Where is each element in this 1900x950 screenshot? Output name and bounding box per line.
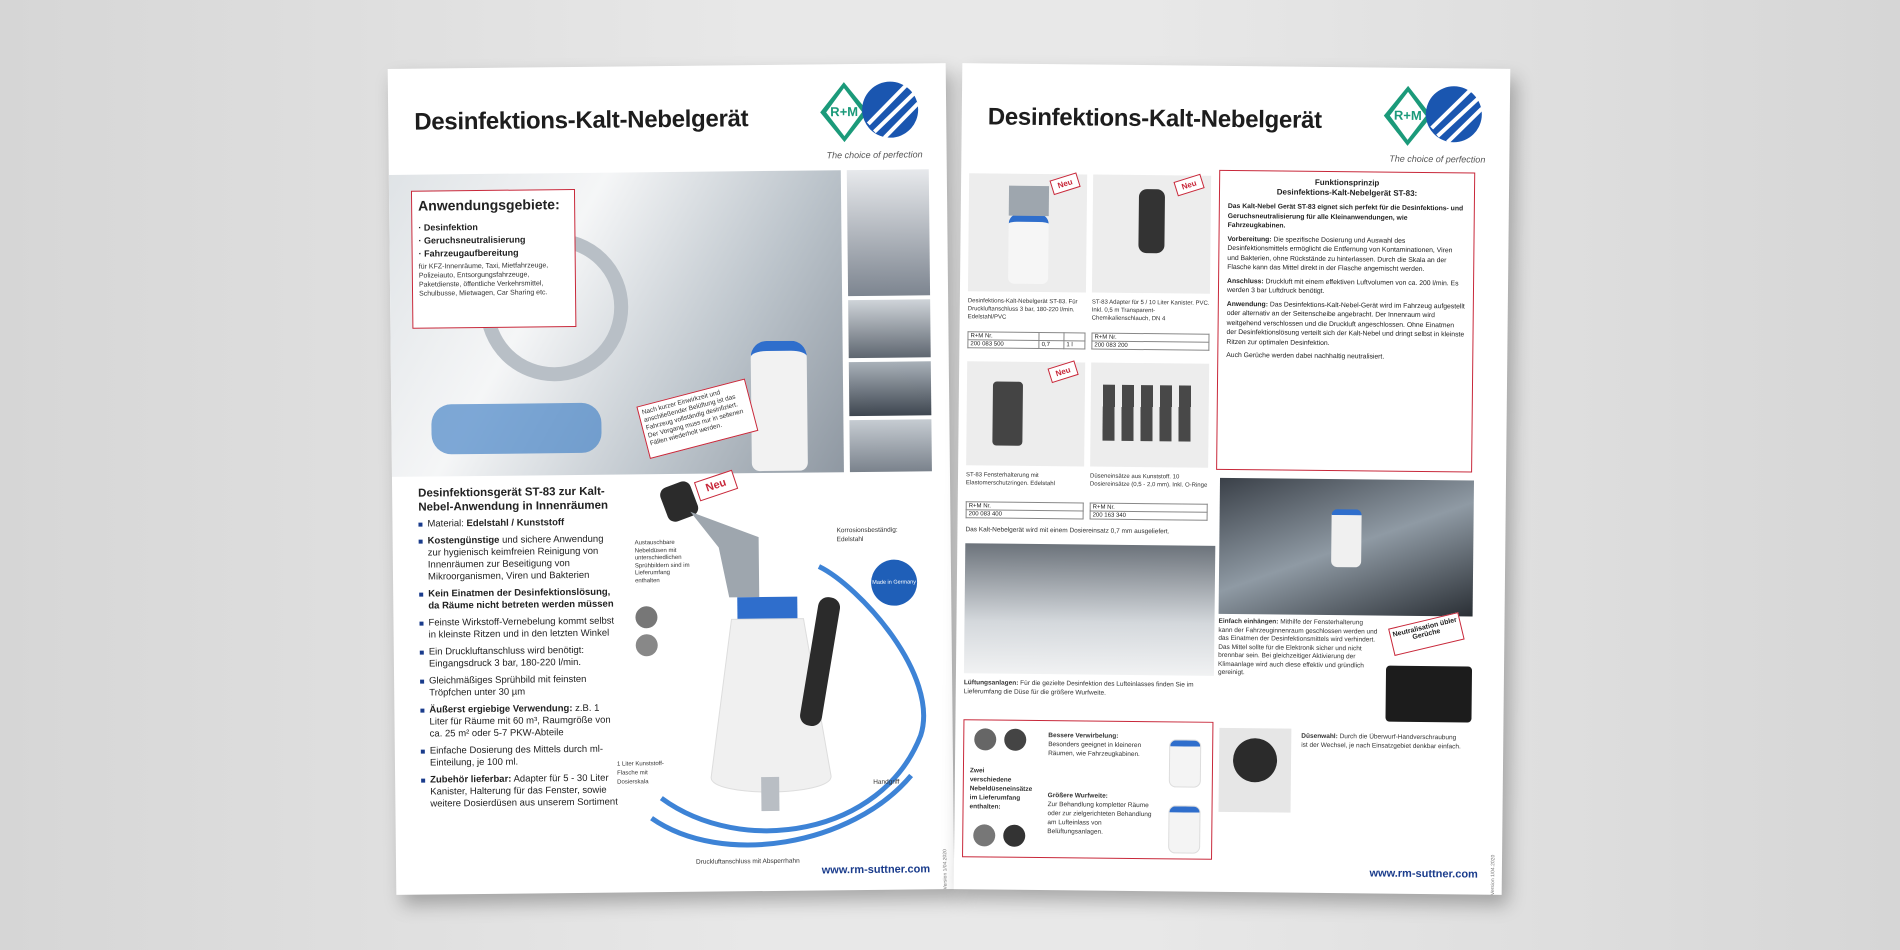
nozzle-icon-b	[1004, 729, 1026, 751]
function-subtitle: Desinfektions-Kalt-Nebelgerät ST-83:	[1276, 186, 1418, 198]
nozzle-wheel-image	[1219, 728, 1292, 813]
feature-item: Zubehör lieferbar: Adapter für 5 - 30 Liter Kanister, Halterung für das Fenster, sowie weitere Dosierdüsen aus unserem Sortiment	[421, 773, 621, 811]
air-vent-photo	[964, 543, 1215, 676]
nozzle-option-b: Größere Wurfweite: Zur Behandlung kompletter Räume oder zur zielgerichteten Behandlung am Lufteinlass von Belüftungsanlagen.	[1047, 792, 1152, 836]
function-paragraph: Vorbereitung: Die spezifische Dosierung und Auswahl des Desinfektionsmittels ermöglicht die Entfernung von Kontaminationen, Viren und Bakterien, ohne Rückstände zu hinterlassen. Durch die Skala an der Flasche kann das Mittel direkt in der Flasche angemischt werden.	[1227, 235, 1453, 274]
application-item: · Fahrzeugaufbereitung	[418, 247, 519, 259]
function-title: Funktionsprinzip	[1314, 177, 1380, 188]
logo-text: R+M	[830, 104, 859, 120]
new-badge: Neu	[1048, 360, 1079, 383]
vent-caption: Lüftungsanlagen: Für die gezielte Desinfektion des Lufteinlasses finden Sie im Lieferumfang die Düse für die größere Wurfweite.	[963, 679, 1194, 697]
product-image-nozzle-inserts	[1090, 363, 1209, 468]
feature-list	[418, 517, 621, 816]
car-window-photo	[1219, 478, 1474, 617]
callout-bottle: 1 Liter Kunststoff-Flasche mit Dosierskala	[616, 761, 664, 786]
new-badge: Neu	[694, 470, 738, 502]
feature-item: Kostengünstige und sichere Anwendung zur hygienisch keimfreien Reinigung von Innenräumen zur Beseitigung von Mikroorganismen, Viren und Bakterien	[419, 534, 619, 584]
callout-air-connection: Druckluftanschluss mit Absperrhahn	[695, 857, 800, 866]
product-number-table: R+M Nr. 200 163 340	[1090, 503, 1208, 521]
applications-description: für KFZ-Innenräume, Taxi, Mietfahrzeuge, Polizeiauto, Entsorgungsfahrzeuge, Paketdienste, öffentliche Verkehrsmittel, Schulbusse, Mietwagen, Car Sharing etc.	[418, 262, 549, 298]
product-number-table: R+M Nr. 200 083 200	[1091, 333, 1209, 351]
nozzle-box-label: Zwei verschiedene Nebeldüseneinsätze im Lieferumfang enthalten:	[969, 767, 1033, 811]
neutralisation-stamp: Neutralisation übler Gerüche	[1388, 612, 1465, 656]
spray-bottle-figure-a	[1170, 740, 1200, 786]
application-item: · Desinfektion	[418, 222, 478, 233]
window-caption: Einfach einhängen: Mithilfe der Fensterhalterung kann der Fahrzeuginnenraum geschlossen werden und das Einatmen der Desinfektionsmittels wird verhindert. Das Mittel sollte für die Elektronik sicher und nicht brennbar sein. Bei gleichzeitiger Aktivierung der Klimaanlage wird auch diese effektiv und gründlich gereinigt.	[1217, 617, 1378, 677]
feature-item: Ein Druckluftanschluss wird benötigt: Eingangsdruck 3 bar, 180-220 l/min.	[420, 645, 620, 671]
car-seat-thumb	[849, 361, 932, 416]
product-number-table: R+M Nr. 200 083 400	[966, 501, 1084, 519]
nozzle-option-a: Bessere Verwirbelung: Besonders geeignet in kleineren Räumen, wie Fahrzeugkabinen.	[1048, 732, 1142, 759]
nozzle-select-text: Düsenwahl: Durch die Überwurf-Handverschraubung ist der Wechsel, je nach Einsatzgebiet denkbar einfach.	[1301, 732, 1461, 750]
display-screen-image	[1385, 666, 1472, 723]
rm-suttner-logo	[1381, 84, 1486, 149]
nozzle-icon-a	[974, 728, 996, 750]
product-number-table: R+M Nr. 200 083 500 0,7 1 l	[967, 331, 1085, 349]
callout-corrosion: Korrosionsbeständig: Edelstahl	[836, 526, 898, 544]
nozzle-comparison-box	[962, 719, 1213, 860]
application-item: · Geruchsneutralisierung	[418, 234, 526, 246]
nozzle-sample-2	[636, 634, 658, 656]
applications-heading: Anwendungsgebiete:	[418, 196, 560, 214]
flyer-page-right	[954, 63, 1511, 895]
feature-item: Gleichmäßiges Sprühbild mit feinsten Tröpfchen unter 30 µm	[420, 674, 620, 700]
feature-item: Material: Edelstahl / Kunststoff	[418, 517, 618, 531]
version-label: Version 1/04.2020	[941, 849, 949, 890]
page-title: Desinfektions-Kalt-Nebelgerät	[987, 103, 1322, 134]
function-principle-box	[1216, 170, 1475, 473]
sprayer-bottle-shape	[751, 341, 808, 472]
logo-text: R+M	[1393, 107, 1422, 123]
function-paragraph: Auch Gerüche werden dabei nachhaltig neutralisiert.	[1226, 351, 1385, 361]
product-image-canister-adapter	[1092, 175, 1211, 294]
product-description: ST-83 Adapter für 5 / 10 Liter Kanister. PVC. Inkl. 0,5 m Transparent-Chemikalienschlauch, DN 4	[1091, 299, 1210, 323]
version-label: Version 1/04.2020	[1489, 854, 1497, 895]
train-interior-thumb	[849, 419, 932, 472]
nozzle-icon-c	[973, 824, 995, 846]
nozzle-sample-1	[635, 606, 657, 628]
section-title: Desinfektionsgerät ST-83 zur Kalt-Nebel-Anwendung in Innenräumen	[418, 485, 609, 514]
delivery-note: Das Kalt-Nebelgerät wird mit einem Dosiereinsatz 0,7 mm ausgeliefert.	[965, 526, 1170, 536]
photo-note-box: Nach kurzer Einwirkzeit und anschließender Belüftung ist das Fahrzeug vollständig desinfiziert. Der Vorgang muss nur in seltenen Fällen wiederholt werden.	[636, 378, 758, 458]
new-badge: Neu	[1049, 172, 1080, 195]
website-link[interactable]: www.rm-suttner.com	[821, 863, 931, 877]
function-paragraph: Anschluss: Druckluft mit einem effektiven Luftvolumen von ca. 200 l/min. Es werden 3 bar Luftdruck benötigt.	[1226, 277, 1459, 295]
feature-item: Kein Einatmen der Desinfektionslösung, da Räume nicht betreten werden müssen	[419, 587, 619, 613]
made-in-germany-badge: Made in Germany	[871, 559, 917, 605]
function-intro: Das Kalt-Nebel Gerät ST-83 eignet sich perfekt für die Desinfektions- und Geruchsneutralisierung für alle Kleinanwendungen, wie Fahrzeugkabinen.	[1227, 202, 1464, 230]
new-badge: Neu	[1173, 174, 1204, 197]
page-title: Desinfektions-Kalt-Nebelgerät	[414, 105, 749, 136]
tagline: The choice of perfection	[826, 149, 923, 161]
callout-nozzles: Austauschbare Nebeldüsen mit unterschiedlichen Sprühbildern sind im Lieferumfang enthalten	[634, 539, 690, 584]
cockpit-thumb	[848, 299, 931, 358]
feature-item: Äußerst ergiebige Verwendung: z.B. 1 Liter für Räume mit 60 m³, Raumgröße von ca. 25 m² oder 5-7 PKW-Abteile	[420, 703, 620, 741]
product-image-sprayer	[968, 173, 1087, 292]
flyer-page-left	[388, 63, 955, 895]
applications-box	[411, 189, 576, 329]
feature-item: Feinste Wirkstoff-Vernebelung kommt selbst in kleinste Ritzen und in den letzten Winkel	[419, 616, 619, 642]
product-description: Desinfektions-Kalt-Nebelgerät ST-83. Für Druckluftanschluss 3 bar, 180-220 l/min. Edelstahl/PVC	[967, 298, 1078, 321]
tagline: The choice of perfection	[1389, 153, 1486, 165]
nozzle-icon-d	[1003, 825, 1025, 847]
product-description: Düseneinsätze aus Kunststoff. 10 Dosiereinsätze (0,5 - 2,0 mm). Inkl. O-Ringe	[1089, 473, 1208, 489]
rm-suttner-logo	[818, 79, 923, 144]
website-link[interactable]: www.rm-suttner.com	[1369, 867, 1478, 881]
seat-shape	[431, 403, 602, 455]
feature-item: Einfache Dosierung des Mittels durch ml-Einteilung, je 100 ml.	[421, 744, 621, 770]
spray-bottle-figure-b	[1169, 806, 1199, 852]
function-paragraph: Anwendung: Das Desinfektions-Kalt-Nebel-Gerät wird im Fahrzeug aufgestellt oder alternativ an der Seitenscheibe angebracht. Der Innenraum wird weitgehend verschlossen und die Druckluft angeschlossen. Ohne Einatmen der Desinfektionslösung verteilt sich der Kalt-Nebel und dringt selbst in kleinste Ritzen zur optimalen Desinfektion.	[1226, 300, 1465, 347]
product-description: ST-83 Fensterhalterung mit Elastomerschutzringen. Edelstahl	[965, 472, 1056, 488]
callout-handle: Handgriff	[873, 778, 900, 786]
bus-interior-thumb	[847, 169, 930, 296]
